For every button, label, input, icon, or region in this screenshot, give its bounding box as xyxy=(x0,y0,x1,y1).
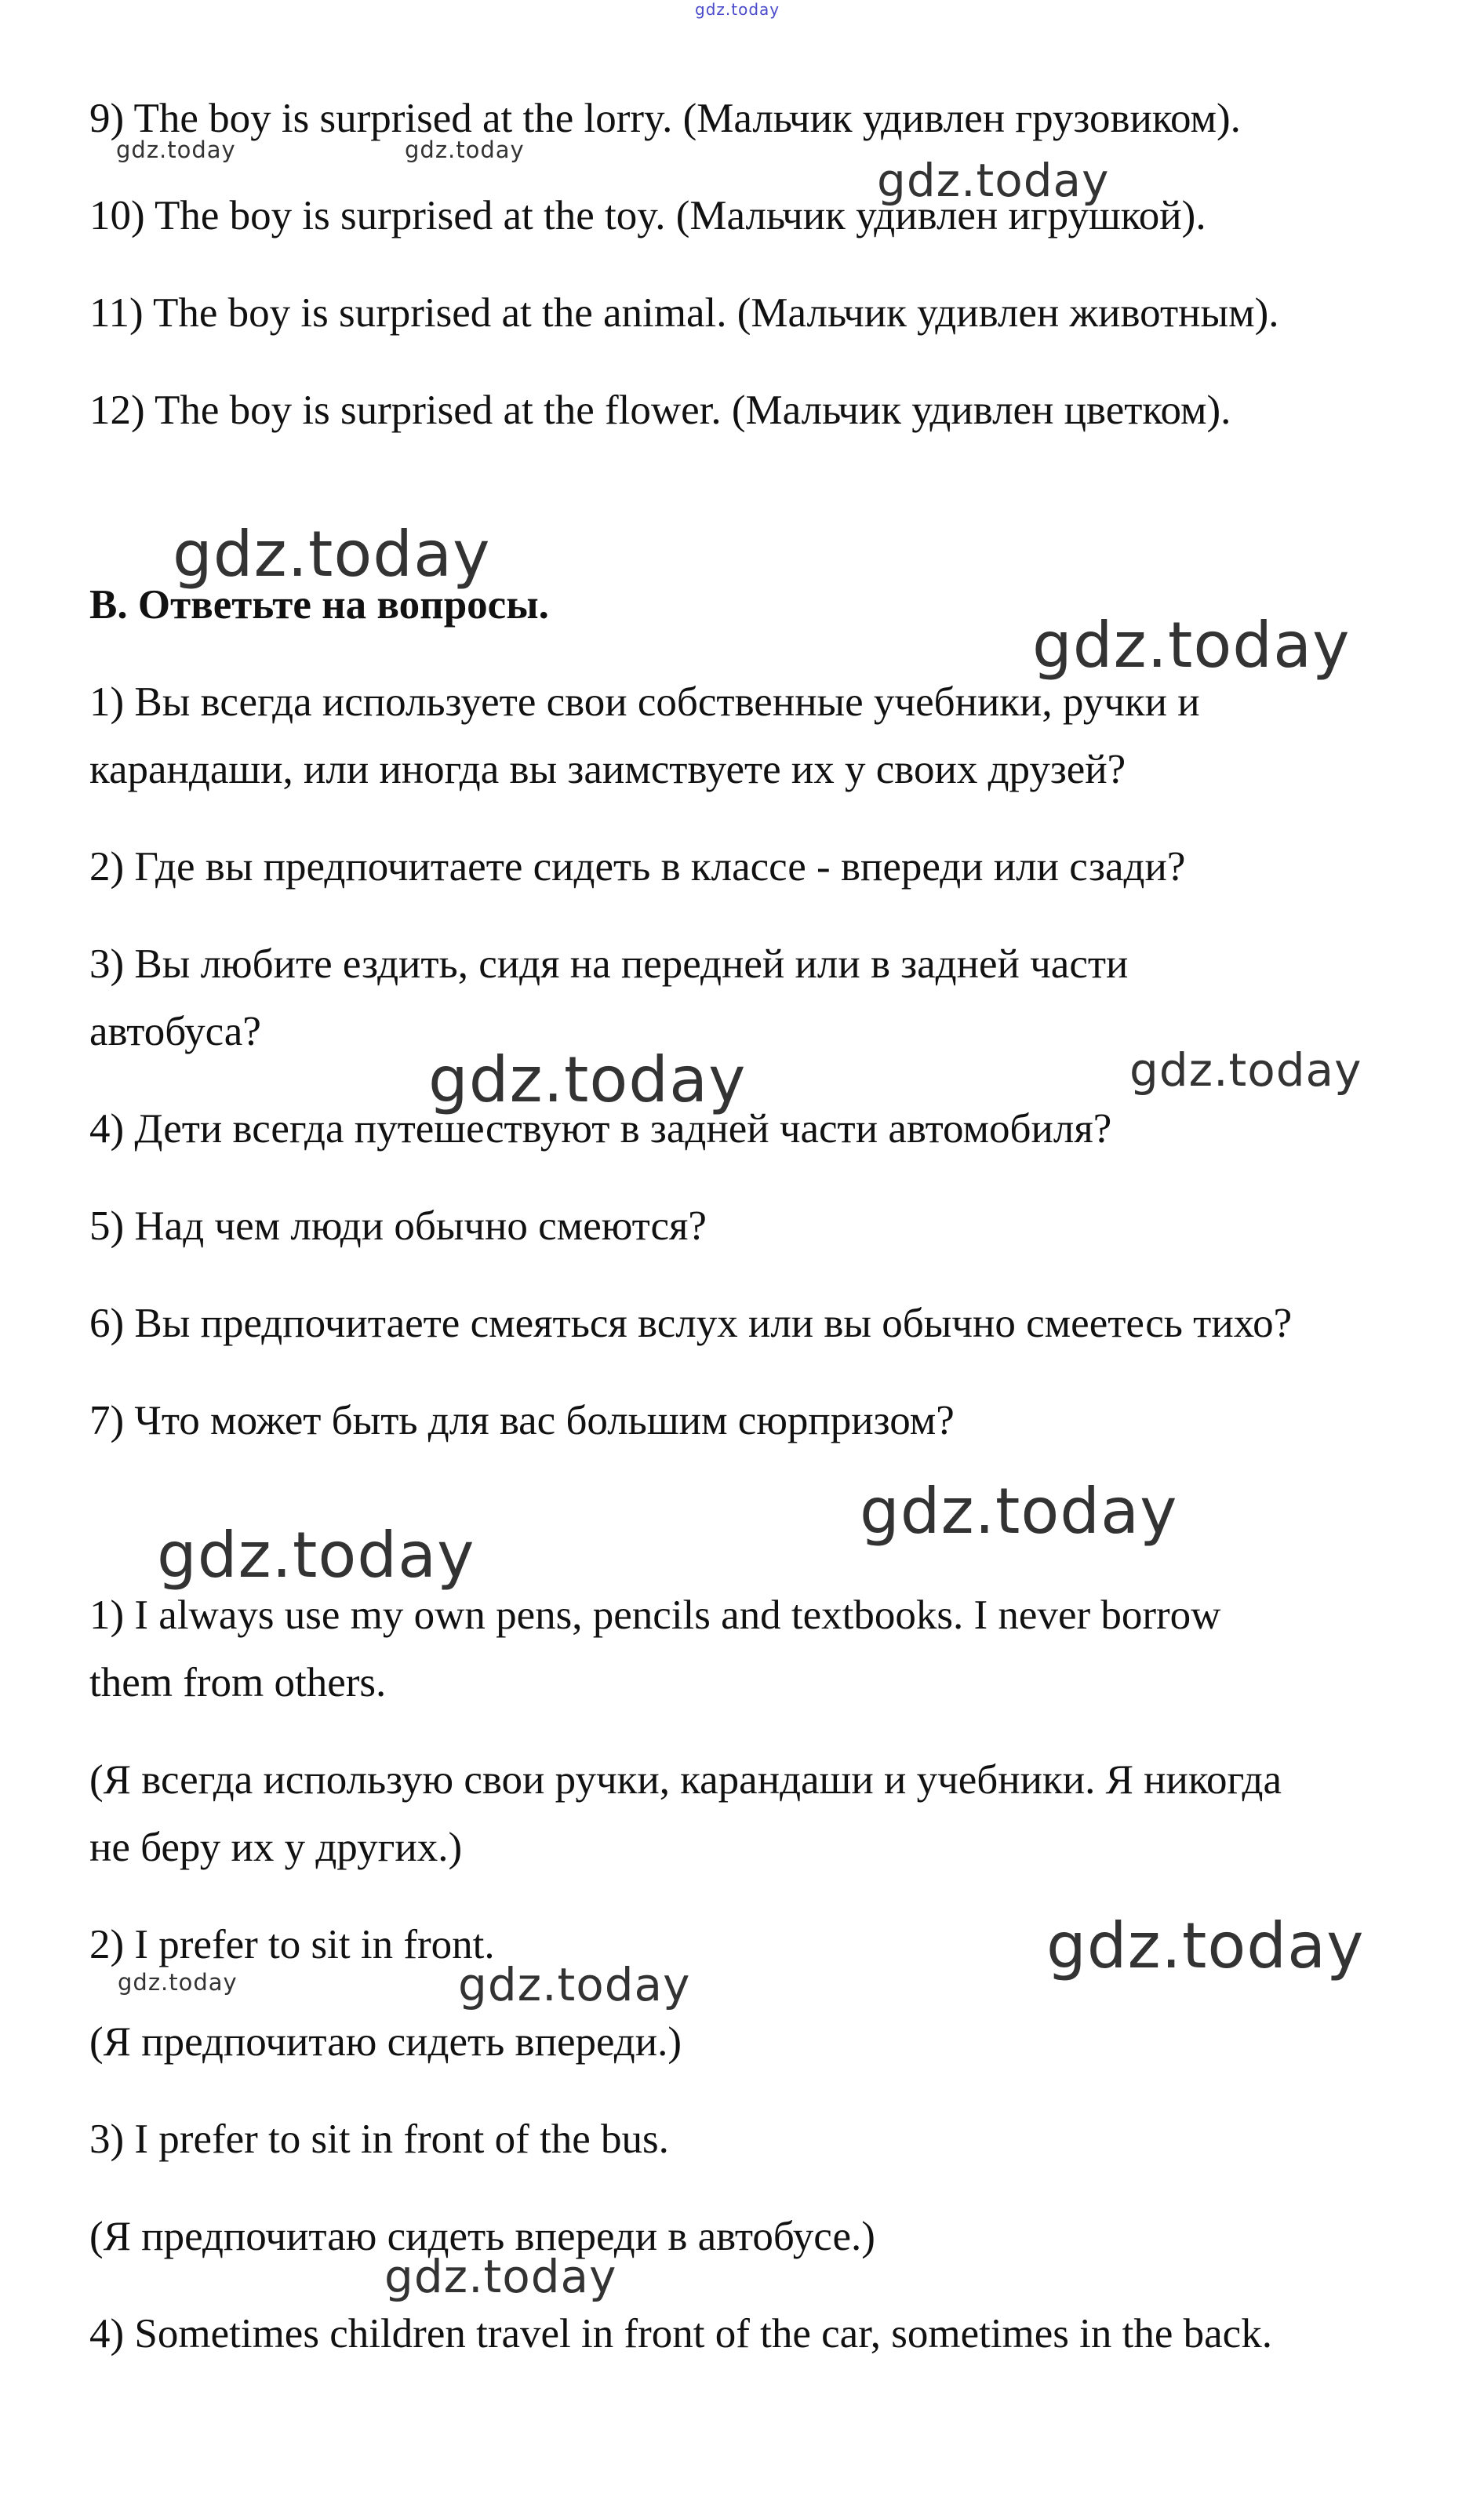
answer-line-9: 9) The boy is surprised at the lorry. (Мальчик удивлен грузовиком). xyxy=(89,96,1241,141)
answer-2: 2) I prefer to sit in front. xyxy=(89,1922,495,1967)
question-2: 2) Где вы предпочитаете сидеть в классе - впереди или сзади? xyxy=(89,844,1186,890)
watermark: gdz.today xyxy=(405,136,525,163)
answer-1-line-2: them from others. xyxy=(89,1660,387,1705)
watermark: gdz.today xyxy=(458,1958,691,2011)
answer-1-line-1: 1) I always use my own pens, pencils and textbooks. I never borrow xyxy=(89,1592,1221,1638)
answer-1-translation-line-2: не беру их у других.) xyxy=(89,1825,463,1870)
answer-3-translation: (Я предпочитаю сидеть впереди в автобусе.) xyxy=(89,2214,875,2259)
watermark: gdz.today xyxy=(860,1475,1178,1548)
question-6: 6) Вы предпочитаете смеяться вслух или вы обычно смеетесь тихо? xyxy=(89,1301,1293,1346)
watermark: gdz.today xyxy=(1046,1909,1365,1982)
question-3-line-2: автобуса? xyxy=(89,1009,261,1054)
watermark: gdz.today xyxy=(157,1519,475,1592)
answer-1-translation-line-1: (Я всегда использую свои ручки, карандаши и учебники. Я никогда xyxy=(89,1757,1282,1803)
answer-3: 3) I prefer to sit in front of the bus. xyxy=(89,2116,669,2162)
watermark: gdz.today xyxy=(116,136,236,163)
watermark-top: gdz.today xyxy=(695,0,780,19)
question-1-line-2: карандаши, или иногда вы заимствуете их у своих друзей? xyxy=(89,747,1126,792)
question-5: 5) Над чем люди обычно смеются? xyxy=(89,1203,707,1249)
watermark: gdz.today xyxy=(1129,1043,1362,1097)
watermark: gdz.today xyxy=(173,518,491,591)
answer-2-translation: (Я предпочитаю сидеть впереди.) xyxy=(89,2019,682,2065)
watermark: gdz.today xyxy=(1032,609,1351,682)
watermark: gdz.today xyxy=(428,1043,747,1116)
watermark: gdz.today xyxy=(118,1969,238,1996)
watermark: gdz.today xyxy=(384,2250,617,2303)
watermark: gdz.today xyxy=(877,154,1110,207)
answer-line-12: 12) The boy is surprised at the flower. (Мальчик удивлен цветком). xyxy=(89,388,1231,433)
answer-line-10: 10) The boy is surprised at the toy. (Мальчик удивлен игрушкой). xyxy=(89,193,1206,238)
answer-line-11: 11) The boy is surprised at the animal. (Мальчик удивлен животным). xyxy=(89,290,1279,336)
question-3-line-1: 3) Вы любите ездить, сидя на передней или в задней части xyxy=(89,941,1129,987)
answer-4: 4) Sometimes children travel in front of the car, sometimes in the back. xyxy=(89,2311,1272,2357)
question-1-line-1: 1) Вы всегда используете свои собственные учебники, ручки и xyxy=(89,679,1200,725)
question-4: 4) Дети всегда путешествуют в задней части автомобиля? xyxy=(89,1106,1112,1152)
question-7: 7) Что может быть для вас большим сюрпризом? xyxy=(89,1398,955,1443)
section-b-heading: B. Ответьте на вопросы. xyxy=(89,582,549,628)
